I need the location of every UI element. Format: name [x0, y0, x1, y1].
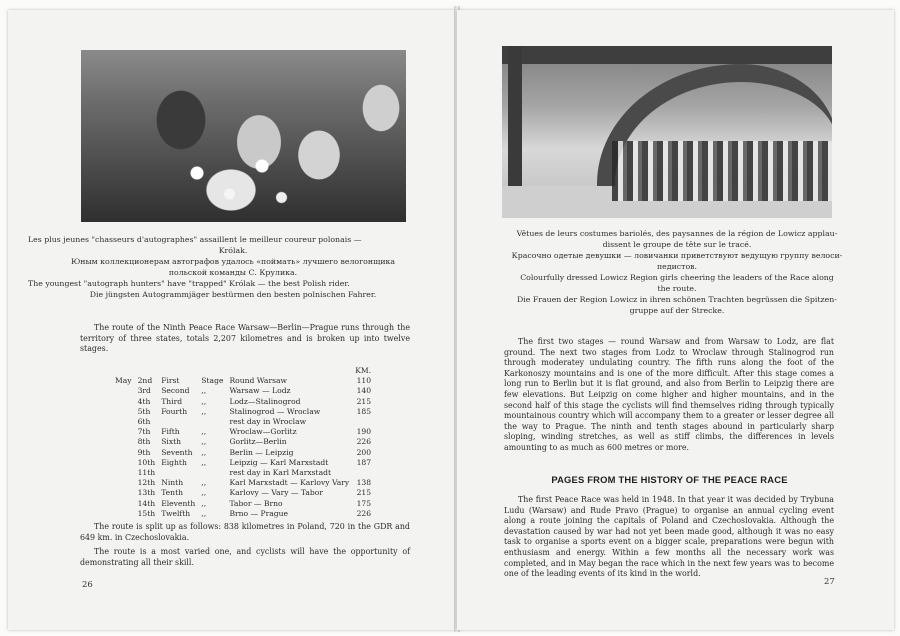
stage-ordinal: Twelfth	[161, 508, 191, 518]
stage-day: 8th	[137, 437, 151, 447]
stage-day: 4th	[137, 396, 151, 406]
stage-month	[112, 468, 135, 478]
page-number-right: 27	[824, 577, 835, 587]
stage-word	[198, 417, 226, 427]
stage-km: 226	[356, 508, 372, 518]
table-row	[112, 407, 374, 417]
stage-ordinal	[158, 417, 198, 427]
stage-km	[352, 468, 374, 478]
stage-route: Leipzig — Karl Marxstadt	[229, 457, 329, 467]
stage-month	[112, 427, 135, 437]
stages-description: The first two stages — round Warsaw and from Warsaw to Lodz, are flat ground. The next two stages from Lodz to Wroclaw through Stalinogrod run through moderatey undulating country. The fifth runs along the foot of the Karkonoszy mountains and is one of the more difficult. After this stage comes a long run to Berlin but it is flat ground, and also from Berlin to Leipzig there are few elevations. But Leipzig on come higher and higher mountains, and in the second half of this stage the cyclists will find themselves riding through typically mountainous country which will accompany them to a greater or lesser degree all the way to Prague. The ninth and tenth stages abound in particularly sharp sloping, winding stretches, as well as stiff climbs, the differences in levels amounting to as much as 600 metres or more.	[504, 337, 834, 452]
bridge-girder	[502, 46, 832, 64]
stage-ordinal: Fourth	[161, 406, 188, 416]
stage-ordinal	[158, 468, 198, 478]
stage-word	[198, 468, 226, 478]
stage-word: ,,	[201, 447, 207, 457]
stage-km: 215	[356, 396, 372, 406]
photo-caption-right	[477, 228, 877, 316]
left-page	[8, 10, 456, 630]
stage-km: 200	[356, 447, 372, 457]
table-row	[112, 509, 374, 519]
stage-route: Karlovy — Vary — Tabor	[229, 488, 323, 498]
caption-line-ru: Красочно одетые девушки — ловичанки приветствуют ведущую группу велоси-	[511, 251, 843, 260]
stage-word: ,,	[201, 437, 207, 447]
right-page	[457, 10, 894, 630]
stage-word: ,,	[201, 406, 207, 416]
stage-day: 6th	[137, 417, 151, 427]
stage-route: Tabor — Brno	[229, 498, 283, 508]
caption-line-fr: Vêtues de leurs costumes bariolés, des paysannes de la région de Lowicz applau-	[516, 229, 838, 238]
stage-day: 7th	[137, 427, 151, 437]
stage-day: 5th	[137, 406, 151, 416]
flowers-bouquet	[171, 145, 301, 215]
table-row	[112, 478, 374, 488]
stage-route: Gorlitz—Berlin	[229, 437, 287, 447]
stage-km: 226	[356, 437, 372, 447]
stage-word: ,,	[201, 478, 207, 488]
stage-ordinal: Tenth	[161, 488, 184, 498]
stage-ordinal: Eighth	[161, 457, 187, 467]
stage-word: Stage	[201, 376, 224, 386]
caption-line-en: The youngest "autograph hunters" have "trapped" Królak — the best Polish rider.	[28, 279, 350, 288]
stage-month	[112, 386, 135, 396]
caption-line-fr-2: Królak.	[218, 246, 248, 255]
stage-month	[112, 509, 135, 519]
stage-ordinal: Fifth	[161, 427, 180, 437]
stage-route: Round Warsaw	[229, 376, 288, 386]
stage-day: 14th	[137, 498, 156, 508]
stage-route: Karl Marxstadt — Karlovy Vary	[229, 478, 350, 488]
caption-line-de: Die Frauen der Region Lowicz in ihren schönen Trachten begrüssen die Spitzen-	[517, 295, 837, 304]
stage-route: Warsaw — Lodz	[229, 386, 291, 396]
stage-ordinal: Seventh	[161, 447, 193, 457]
stage-day: 9th	[137, 447, 151, 457]
caption-line-ru-2: польской команды С. Крулика.	[168, 268, 298, 277]
stage-month: May	[115, 376, 132, 386]
stage-km: 187	[356, 457, 372, 467]
stage-km: 215	[356, 488, 372, 498]
stage-word: ,,	[201, 488, 207, 498]
stage-day: 15th	[137, 508, 156, 518]
stage-km	[352, 417, 374, 427]
stage-word: ,,	[201, 457, 207, 467]
caption-line-en-2: the route.	[657, 284, 697, 293]
caption-line-fr-2: dissent le groupe de tête sur le tracé.	[602, 240, 752, 249]
stage-word: ,,	[201, 498, 207, 508]
stage-word: ,,	[201, 396, 207, 406]
section-heading: PAGES FROM THE HISTORY OF THE PEACE RACE	[551, 474, 788, 485]
table-row	[112, 417, 374, 427]
stage-word: ,,	[201, 508, 207, 518]
stage-ordinal: Third	[161, 396, 183, 406]
stage-ordinal: Ninth	[161, 478, 184, 488]
caption-line-de: Die jüngsten Autogrammjäger bestürmen den besten polnischen Fahrer.	[89, 290, 377, 299]
stage-km: 185	[356, 406, 372, 416]
stage-month	[112, 458, 135, 468]
stage-km: 140	[356, 386, 372, 396]
route-split-text: The route is split up as follows: 838 kilometres in Poland, 720 in the GDR and 649 km. in Czechoslovakia.	[80, 522, 410, 542]
stage-route: Berlin — Leipzig	[229, 447, 294, 457]
stage-month	[112, 478, 135, 488]
stage-month	[112, 397, 135, 407]
stage-month	[112, 448, 135, 458]
route-varied-text: The route is a most varied one, and cyclists will have the opportunity of demonstrating all their skill.	[80, 547, 410, 567]
table-row	[112, 468, 374, 478]
photo-caption-left	[28, 234, 438, 300]
route-intro: The route of the Ninth Peace Race Warsaw—Berlin—Prague runs through the territory of three states, totals 2,207 kilometres and is broken up into twelve stages.	[80, 323, 410, 354]
stage-day: 13th	[137, 488, 156, 498]
table-row	[112, 386, 374, 396]
stages-table	[112, 366, 374, 519]
stage-km: 138	[356, 478, 372, 488]
table-row	[112, 427, 374, 437]
caption-line-ru-2: педистов.	[656, 262, 698, 271]
stage-route: Wroclaw—Gorlitz	[229, 427, 297, 437]
stage-km: 190	[356, 427, 372, 437]
stage-day: 11th	[137, 468, 156, 478]
stage-month	[112, 417, 135, 427]
stage-route: rest day in Karl Marxstadt	[229, 468, 332, 478]
stage-word: ,,	[201, 427, 207, 437]
stage-ordinal: Sixth	[161, 437, 182, 447]
caption-line-fr: Les plus jeunes "chasseurs d'autographes" assaillent le meilleur coureur polonais —	[28, 235, 362, 244]
stage-day: 10th	[137, 457, 156, 467]
table-row	[112, 437, 374, 447]
stage-month	[112, 407, 135, 417]
stage-ordinal: Second	[161, 386, 190, 396]
page-number-left: 26	[82, 580, 93, 590]
table-header-row	[112, 366, 374, 376]
stage-day: 3rd	[137, 386, 151, 396]
stage-route: Brno — Prague	[229, 508, 289, 518]
stage-word: ,,	[201, 386, 207, 396]
stage-month	[112, 437, 135, 447]
table-row	[112, 458, 374, 468]
stage-ordinal: Eleventh	[161, 498, 196, 508]
stage-day: 12th	[137, 478, 156, 488]
stage-km: 175	[356, 498, 372, 508]
stage-month	[112, 488, 135, 498]
stage-route: rest day in Wroclaw	[229, 417, 307, 427]
stage-km: 110	[356, 376, 372, 386]
stage-route: Lodz—Stalinogrod	[229, 396, 301, 406]
caption-line-de-2: gruppe auf der Strecke.	[629, 306, 725, 315]
photo-autograph-hunters	[81, 50, 406, 222]
table-row	[112, 376, 374, 386]
table-row	[112, 397, 374, 407]
table-row	[112, 448, 374, 458]
history-text: The first Peace Race was held in 1948. In that year it was decided by Trybuna Ludu (Warsaw) and Rude Pravo (Prague) to organise an annual cycling event along a route joining the capitals of Poland and Czechoslovakia. Although the devastation caused by war had not yet been made good, although it was no easy task to organise a sports event on a bigger scale, preparations were begun with enthusiasm and energy. Within a few months all the necessary work was completed, and in May began the race which in the next few years was to become one of the leading events of its kind in the world.	[504, 495, 834, 579]
table-row	[112, 499, 374, 509]
km-header: KM.	[355, 366, 372, 375]
crowd-girls	[612, 141, 832, 201]
caption-line-ru: Юным коллекционерам автографов удалось «поймать» лучшего велогонщика	[70, 257, 396, 266]
stage-month	[112, 499, 135, 509]
photo-lowicz-girls-bridge	[502, 46, 832, 218]
table-row	[112, 488, 374, 498]
stage-route: Stalinogrod — Wroclaw	[229, 406, 321, 416]
stage-day: 2nd	[137, 376, 153, 386]
caption-line-en: Colourfully dressed Lowicz Region girls cheering the leaders of the Race along	[520, 273, 834, 282]
stage-ordinal: First	[161, 376, 180, 386]
